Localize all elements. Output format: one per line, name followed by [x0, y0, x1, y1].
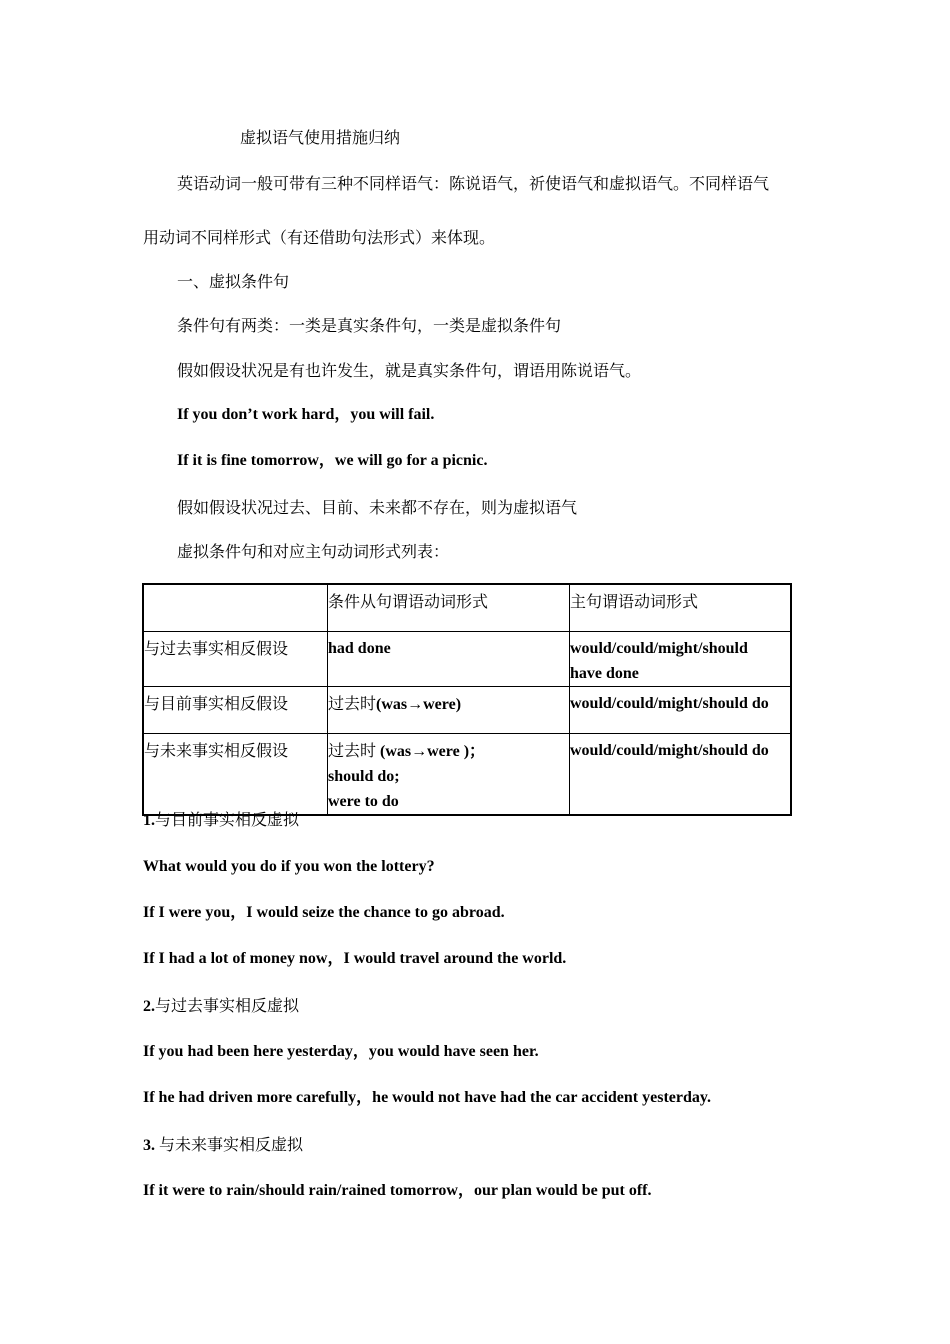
paragraph-real-conditional: 假如假设状况是有也许发生，就是真实条件句，谓语用陈说语气。: [177, 361, 642, 380]
clause-en: (was→were): [376, 695, 462, 713]
table-row: [143, 631, 791, 686]
table-cell-clause-line: [328, 738, 569, 764]
table-cell-main: would/could/might/should do: [570, 686, 792, 733]
intro-line-1: 英语动词一般可带有三种不同样语气：陈说语气，祈使语气和虚拟语气。不同样语气: [177, 174, 770, 193]
table-cell-clause: [328, 686, 570, 733]
table-cell-clause-line: were to do: [328, 792, 399, 810]
heading-text: 与目前事实相反虚拟: [155, 810, 300, 829]
table-cell-clause: had done: [328, 631, 570, 686]
table-cell-main-line: would/could/might/should: [570, 639, 748, 657]
paragraph-two-types: 条件句有两类：一类是真实条件句，一类是虚拟条件句: [177, 316, 562, 335]
table-row: [143, 733, 791, 815]
table-row-label: 与过去事实相反假设: [143, 631, 328, 686]
heading-text: 与未来事实相反虚拟: [159, 1135, 304, 1154]
verb-form-table: [142, 583, 792, 816]
heading-present-subjunctive: [143, 810, 299, 831]
document-title: 虚拟语气使用措施归纳: [240, 128, 401, 147]
heading-past-subjunctive: [143, 996, 299, 1017]
table-cell-main: would/could/might/should do: [570, 733, 792, 815]
table-row: [143, 686, 791, 733]
heading-number: 2.: [143, 998, 155, 1015]
paragraph-subjunctive: 假如假设状况过去、目前、未来都不存在，则为虚拟语气: [177, 498, 578, 517]
table-cell-clause-line: should do;: [328, 767, 400, 785]
table-cell-main-line: have done: [570, 664, 639, 682]
table-header-cell: [143, 584, 328, 631]
intro-line-2: 用动词不同样形式（有还借助句法形式）来体现。: [143, 228, 496, 247]
table-cell-main: [570, 631, 792, 686]
example-past-2: If he had driven more carefully，he would not have had the car accident yesterday.: [143, 1089, 711, 1106]
example-present-3: If I had a lot of money now，I would travel around the world.: [143, 950, 567, 967]
table-header-cell: 条件从句谓语动词形式: [328, 584, 570, 631]
clause-zh: 过去时: [328, 693, 377, 713]
example-present-2: If I were you，I would seize the chance to go abroad.: [143, 904, 505, 921]
paragraph-table-intro: 虚拟条件句和对应主句动词形式列表：: [177, 542, 450, 561]
table-header-row: [143, 584, 791, 631]
example-real-2: If it is fine tomorrow，we will go for a picnic.: [177, 452, 488, 469]
table-row-label: 与未来事实相反假设: [143, 733, 328, 815]
clause-zh: 过去时: [328, 740, 377, 760]
heading-number: 1.: [143, 812, 155, 829]
heading-number: 3.: [143, 1137, 159, 1154]
example-past-1: If you had been here yesterday，you would have seen her.: [143, 1043, 539, 1060]
example-present-1: What would you do if you won the lottery?: [143, 858, 435, 875]
table-row-label: 与目前事实相反假设: [143, 686, 328, 733]
example-real-1: If you don’t work hard，you will fail.: [177, 406, 435, 423]
section-heading-conditional: 一、虚拟条件句: [177, 272, 290, 291]
example-future-1: If it were to rain/should rain/rained tomorrow，our plan would be put off.: [143, 1182, 652, 1199]
table-header-cell: 主句谓语动词形式: [570, 584, 792, 631]
heading-text: 与过去事实相反虚拟: [155, 996, 300, 1015]
table-cell-clause: [328, 733, 570, 815]
heading-future-subjunctive: [143, 1135, 303, 1156]
clause-en: (was→were )；: [376, 742, 486, 760]
